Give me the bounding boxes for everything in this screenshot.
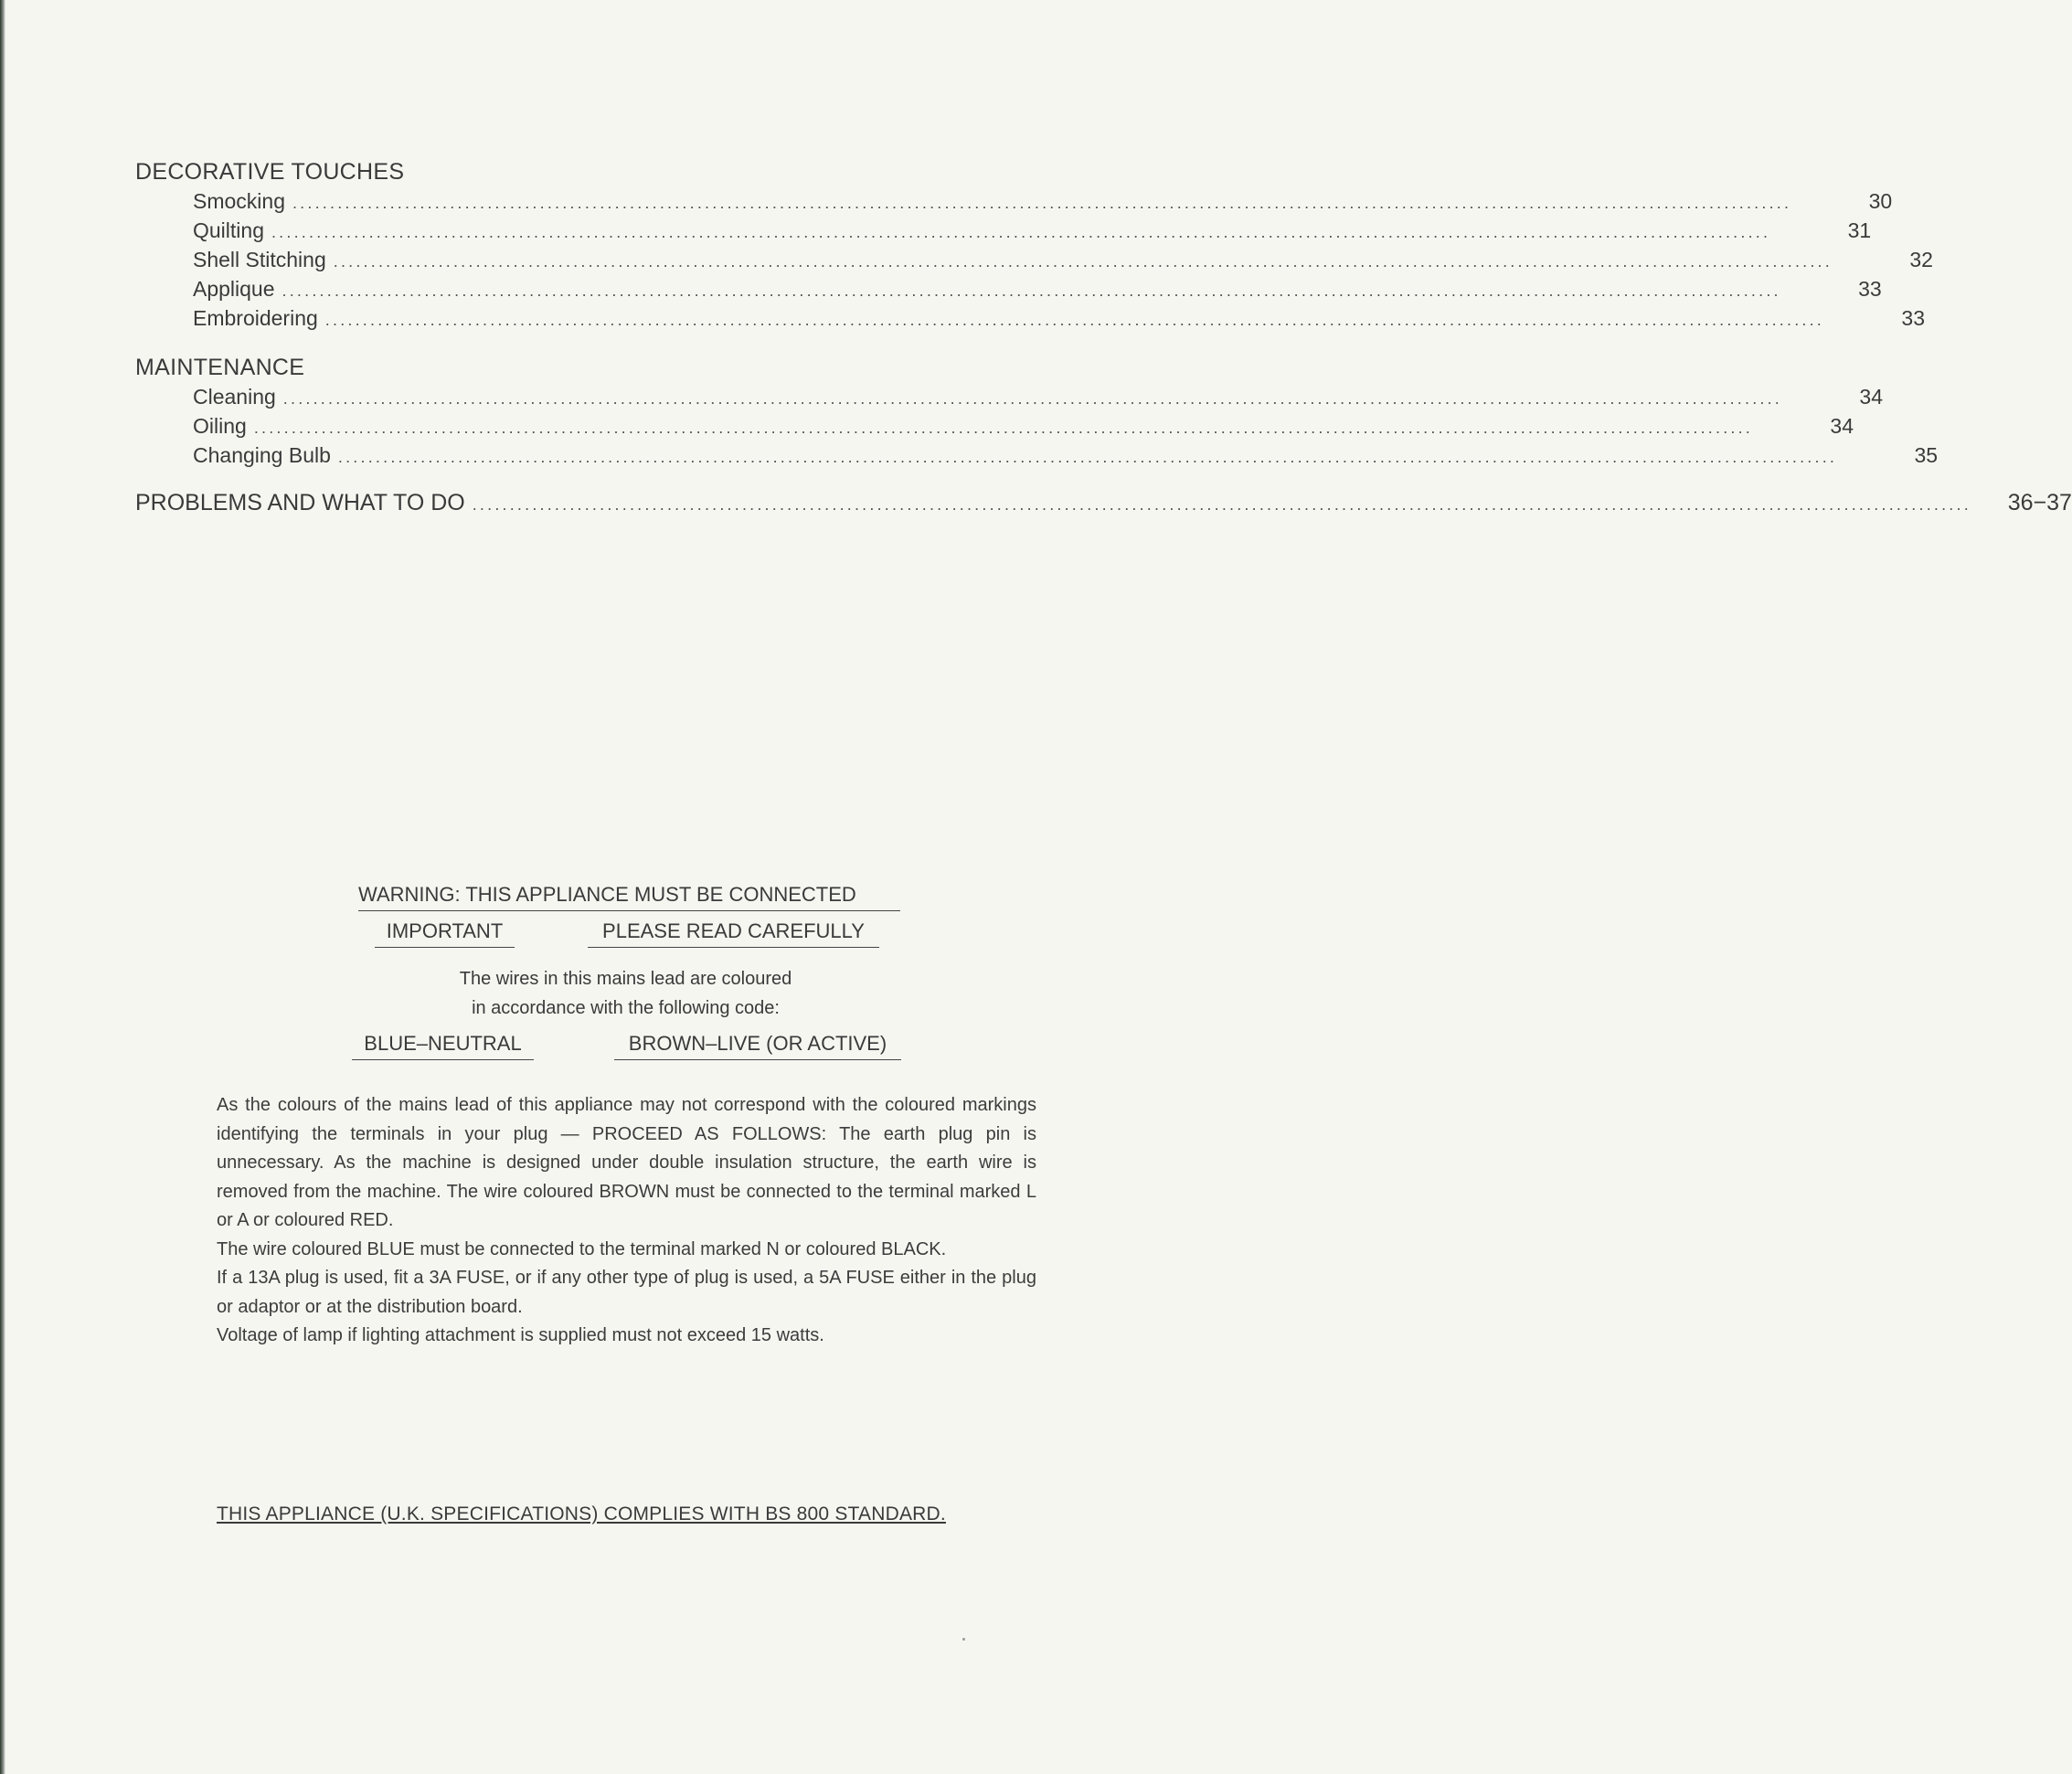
toc-leader-dots: ........................................................................................................................................................................................................ xyxy=(253,419,1754,437)
instruction-paragraph-2: The wire coloured BLUE must be connected to the terminal marked N or coloured BLACK. xyxy=(217,1238,947,1259)
toc-entry-page: 34 xyxy=(1830,414,1854,438)
toc-leader-dots: ........................................................................................................................................................................................................ xyxy=(282,389,1782,408)
toc-entry-page: 35 xyxy=(1914,443,1939,467)
toc-entry-page: 30 xyxy=(1868,189,1893,213)
toc-entry-page: 33 xyxy=(1901,306,1925,330)
blue-neutral-label: BLUE–NEUTRAL xyxy=(352,1031,534,1060)
toc-entry-cleaning[interactable] xyxy=(135,382,1883,411)
instruction-paragraph-3: If a 13A plug is used, fit a 3A FUSE, or if any other type of plug is used, a 5A FUSE either in the plug or adaptor or at the distribution board. xyxy=(217,1268,1036,1317)
please-read-label: PLEASE READ CAREFULLY xyxy=(588,919,879,948)
section-heading-maintenance: MAINTENANCE xyxy=(135,355,305,380)
toc-entry-label: Applique xyxy=(193,277,275,301)
section-heading-decorative-touches: DECORATIVE TOUCHES xyxy=(135,159,405,185)
important-label: IMPORTANT xyxy=(375,919,515,948)
toc-entry-applique[interactable] xyxy=(135,274,1882,303)
wires-text-line-1: The wires in this mains lead are coloured xyxy=(459,969,792,989)
wiring-instructions xyxy=(217,1091,1036,1351)
toc-entry-smocking[interactable] xyxy=(135,186,1893,216)
toc-entry-problems[interactable] xyxy=(135,488,2072,517)
toc-entry-label: Shell Stitching xyxy=(193,248,326,271)
toc-entry-page: 36−37 xyxy=(2007,490,2072,515)
toc-leader-dots: ........................................................................................................................................................................................................ xyxy=(337,448,1838,466)
table-of-contents xyxy=(135,157,2072,517)
toc-entry-page: 32 xyxy=(1909,248,1933,271)
toc-leader-dots: ........................................................................................................................................................................................................ xyxy=(472,495,1971,514)
toc-entry-changing-bulb[interactable] xyxy=(135,441,1939,470)
toc-entry-oiling[interactable] xyxy=(135,411,1854,441)
toc-entry-label: Smocking xyxy=(193,189,285,213)
page-edge-shadow xyxy=(0,0,5,1774)
toc-entry-label: Quilting xyxy=(193,218,264,242)
instruction-paragraph-4: Voltage of lamp if lighting attachment is supplied must not exceed 15 watts. xyxy=(217,1325,824,1345)
wires-text-line-2: in accordance with the following code: xyxy=(472,998,780,1018)
toc-leader-dots: ........................................................................................................................................................................................................ xyxy=(292,194,1792,212)
toc-leader-dots: ........................................................................................................................................................................................................ xyxy=(282,282,1781,300)
toc-entry-label: Oiling xyxy=(193,414,247,438)
toc-entry-page: 31 xyxy=(1847,218,1872,242)
toc-entry-label: Changing Bulb xyxy=(193,443,331,467)
toc-entry-label: Cleaning xyxy=(193,385,276,409)
compliance-statement: THIS APPLIANCE (U.K. SPECIFICATIONS) COMPLIES WITH BS 800 STANDARD. xyxy=(217,1503,946,1524)
toc-entry-shell-stitching[interactable] xyxy=(135,245,1933,274)
paper-speck xyxy=(962,1638,965,1641)
toc-entry-label: Embroidering xyxy=(193,306,318,330)
warning-heading: WARNING: THIS APPLIANCE MUST BE CONNECTED xyxy=(358,882,900,911)
toc-entry-page: 33 xyxy=(1858,277,1882,301)
instruction-paragraph-1: As the colours of the mains lead of this appliance may not correspond with the coloured markings identifying the terminals in your plug — PROCEED AS FOLLOWS: The earth plug pin is unnecessary. As the machine is designed under double insulation structure, the earth wire is removed from the machine. The wire coloured BROWN must be connected to the terminal marked L or A or coloured RED. xyxy=(217,1095,1036,1230)
toc-entry-embroidering[interactable] xyxy=(135,303,1925,333)
brown-live-label: BROWN–LIVE (OR ACTIVE) xyxy=(614,1031,901,1060)
toc-leader-dots: ........................................................................................................................................................................................................ xyxy=(271,223,1771,241)
toc-entry-page: 34 xyxy=(1859,385,1883,409)
toc-entry-quilting[interactable] xyxy=(135,216,1872,245)
toc-leader-dots: ........................................................................................................................................................................................................ xyxy=(324,311,1824,329)
toc-leader-dots: ........................................................................................................................................................................................................ xyxy=(333,252,1833,271)
toc-entry-label: PROBLEMS AND WHAT TO DO xyxy=(135,490,465,515)
